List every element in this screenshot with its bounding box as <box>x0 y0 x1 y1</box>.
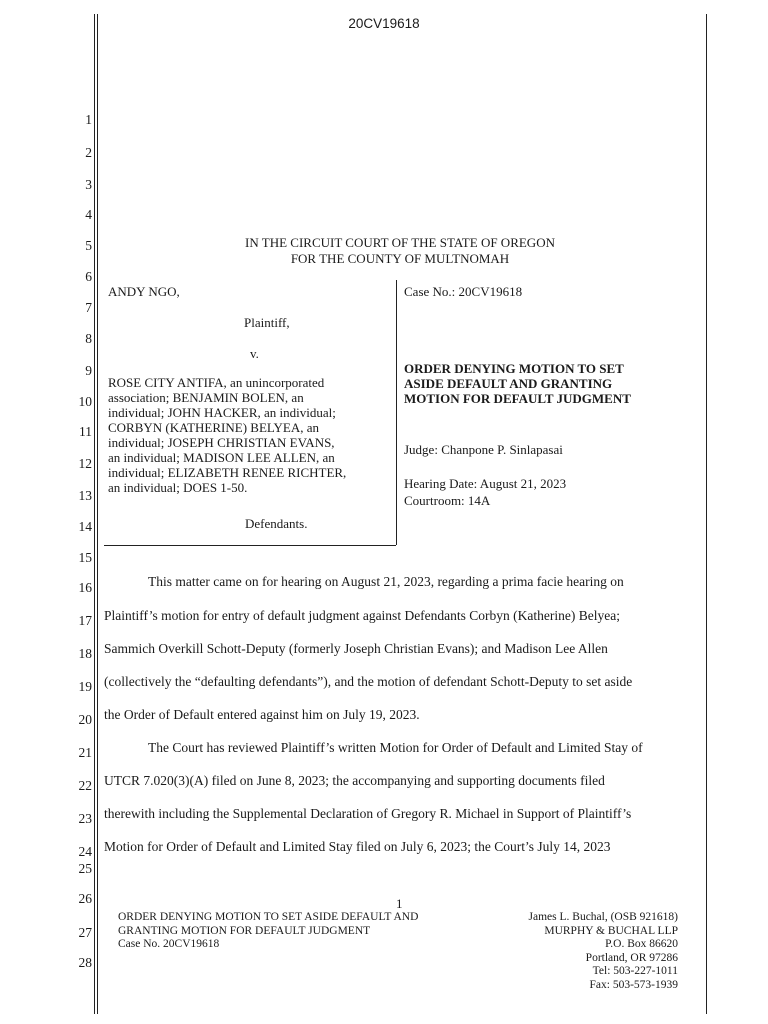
defendants-line: individual; JOSEPH CHRISTIAN EVANS, <box>108 435 335 450</box>
footer-caption-line: GRANTING MOTION FOR DEFAULT JUDGMENT <box>118 924 371 937</box>
attorney-line: Fax: 503-573-1939 <box>589 978 678 991</box>
line-number: 7 <box>85 300 92 315</box>
body-line: UTCR 7.020(3)(A) filed on June 8, 2023; the accompanying and supporting documents filed <box>104 773 605 788</box>
body-line: Plaintiff’s motion for entry of default judgment against Defendants Corbyn (Katherine) Belyea; <box>104 608 620 623</box>
footer-caption-line: ORDER DENYING MOTION TO SET ASIDE DEFAULT AND <box>118 911 419 923</box>
attorney-line: Portland, OR 97286 <box>585 951 678 964</box>
body-line: Sammich Overkill Schott-Deputy (formerly Joseph Christian Evans); and Madison Lee Allen <box>104 641 608 656</box>
line-number: 24 <box>78 844 92 859</box>
line-number: 27 <box>78 925 92 940</box>
line-number: 6 <box>85 269 92 284</box>
defendants-list <box>108 375 393 495</box>
defendants-line: an individual; MADISON LEE ALLEN, an <box>108 450 335 465</box>
left-margin-rule-inner <box>97 14 98 1014</box>
body-line: the Order of Default entered against him on July 19, 2023. <box>104 707 420 722</box>
versus: v. <box>250 346 259 361</box>
line-number: 3 <box>85 177 92 192</box>
line-number: 21 <box>78 745 92 760</box>
line-number: 26 <box>78 891 92 906</box>
court-heading <box>100 235 700 267</box>
court-heading-line: IN THE CIRCUIT COURT OF THE STATE OF OREGON <box>245 235 555 250</box>
case-number: Case No.: 20CV19618 <box>404 284 523 299</box>
order-title <box>404 361 704 406</box>
attorney-line: Tel: 503-227-1011 <box>592 965 678 977</box>
line-number: 8 <box>85 331 92 346</box>
case-number-stamp: 20CV19618 <box>348 16 420 31</box>
line-number: 2 <box>85 145 92 160</box>
line-number: 10 <box>78 394 92 409</box>
judge: Judge: Chanpone P. Sinlapasai <box>404 442 563 457</box>
attorney-line: James L. Buchal, (OSB 921618) <box>528 911 678 923</box>
attorney-line: MURPHY & BUCHAL LLP <box>544 924 678 937</box>
line-number: 11 <box>79 424 92 439</box>
order-title-line: ASIDE DEFAULT AND GRANTING <box>404 376 613 391</box>
courtroom: Courtroom: 14A <box>404 493 491 508</box>
defendants-line: individual; JOHN HACKER, an individual; <box>108 405 336 420</box>
defendants-line: association; BENJAMIN BOLEN, an <box>108 390 304 405</box>
left-margin-rule-outer <box>94 14 95 1014</box>
line-number: 15 <box>78 550 92 565</box>
line-number: 1 <box>85 112 92 127</box>
footer-caption <box>118 911 418 952</box>
line-number: 20 <box>78 712 92 727</box>
defendants-line: CORBYN (KATHERINE) BELYEA, an <box>108 420 320 435</box>
order-title-line: MOTION FOR DEFAULT JUDGMENT <box>404 391 631 406</box>
line-number: 9 <box>85 363 92 378</box>
hearing-date: Hearing Date: August 21, 2023 <box>404 476 567 491</box>
line-number: 17 <box>78 613 92 628</box>
right-margin-rule <box>706 14 707 1014</box>
line-number: 19 <box>78 679 92 694</box>
page-number: 1 <box>396 896 403 911</box>
defendants-line: ROSE CITY ANTIFA, an unincorporated <box>108 375 325 390</box>
caption-bottom-rule <box>104 545 396 546</box>
defendants-role: Defendants. <box>245 516 308 531</box>
body-line: Motion for Order of Default and Limited Stay filed on July 6, 2023; the Court’s July 14, 2023 <box>104 839 611 854</box>
body-line: (collectively the “defaulting defendants”), and the motion of defendant Schott-Deputy to set aside <box>104 674 633 689</box>
attorney-block <box>529 911 678 992</box>
plaintiff-name: ANDY NGO, <box>108 284 180 299</box>
defendants-line: an individual; DOES 1-50. <box>108 480 248 495</box>
line-number: 14 <box>78 519 92 534</box>
line-number: 28 <box>78 955 92 970</box>
defendants-line: individual; ELIZABETH RENEE RICHTER, <box>108 465 347 480</box>
body-line: therewith including the Supplemental Declaration of Gregory R. Michael in Support of Plaintiff’s <box>104 806 632 821</box>
court-heading-line: FOR THE COUNTY OF MULTNOMAH <box>290 251 510 266</box>
plaintiff-role: Plaintiff, <box>244 315 290 330</box>
caption-divider <box>396 280 397 545</box>
line-number: 22 <box>78 778 92 793</box>
line-number: 12 <box>78 456 92 471</box>
line-number: 18 <box>78 646 92 661</box>
line-number: 5 <box>85 238 92 253</box>
order-title-line: ORDER DENYING MOTION TO SET <box>404 361 624 376</box>
attorney-line: P.O. Box 86620 <box>605 938 678 950</box>
line-number: 25 <box>78 861 92 876</box>
body-line: The Court has reviewed Plaintiff’s written Motion for Order of Default and Limited Stay of <box>148 740 643 755</box>
line-number: 4 <box>85 207 92 222</box>
line-number: 13 <box>78 488 92 503</box>
footer-caption-line: Case No. 20CV19618 <box>118 938 220 950</box>
body-line: This matter came on for hearing on August 21, 2023, regarding a prima facie hearing on <box>148 574 624 589</box>
line-number: 23 <box>78 811 92 826</box>
line-number: 16 <box>78 580 92 595</box>
